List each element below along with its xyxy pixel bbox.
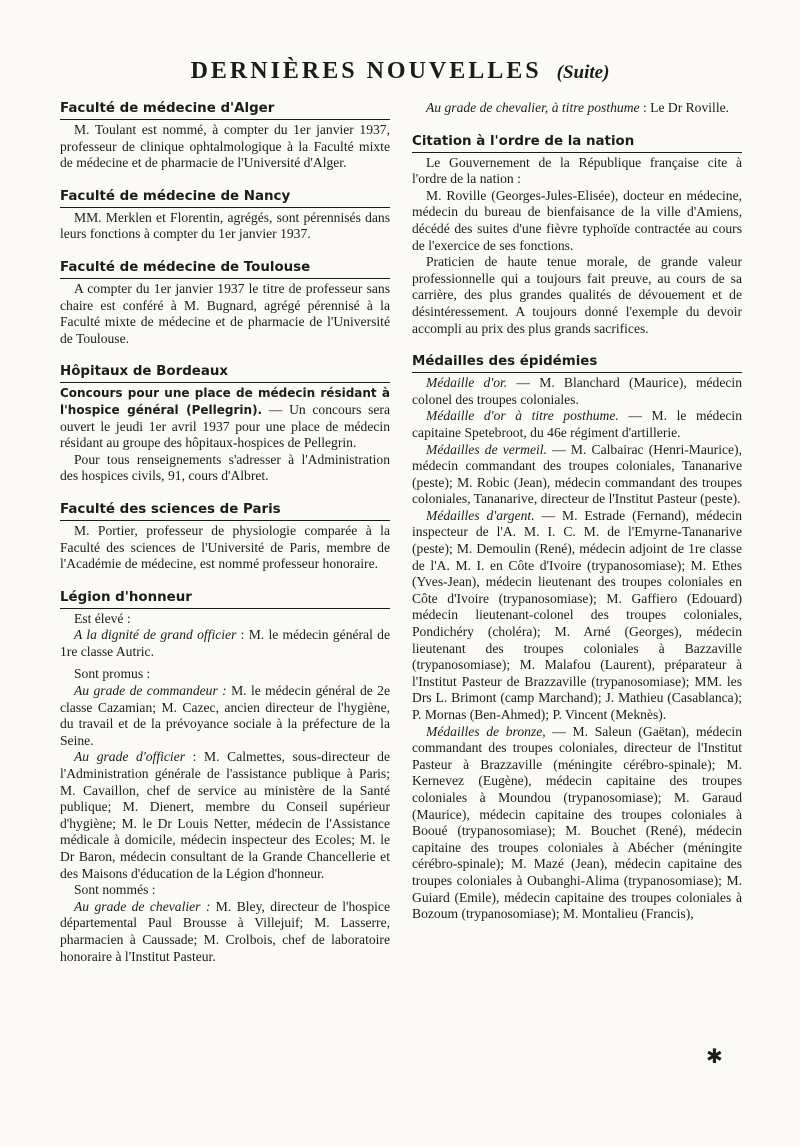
medaille-argent-label: Médailles d'argent. (426, 507, 535, 523)
medaille-or-text: — M. Blanchard (Maurice), médecin colonel des troupes coloniales. (412, 375, 742, 407)
right-column (412, 100, 742, 923)
toulouse-paragraph: A compter du 1er janvier 1937 le titre de professeur sans chaire est conféré à M. Bugnard, agrégé pérennisé à la Faculté mixte de médecine et de pharmacie de l'Université de Toulouse. (60, 280, 390, 346)
bordeaux-paragraph-2: Pour tous renseignements s'adresser à l'Administration des hospices civils, 91, cours d'Albret. (60, 451, 390, 484)
bordeaux-paragraph (60, 385, 390, 451)
section-title-citation: Citation à l'ordre de la nation (412, 133, 742, 153)
medaille-or-label: Médaille d'or. (426, 375, 508, 391)
section-title-medailles: Médailles des épidémies (412, 353, 742, 373)
page-title-suite: (Suite) (556, 62, 610, 83)
grand-officier-label: A la dignité de grand officier (74, 627, 237, 643)
legion-nommes: Sont nommés : (74, 882, 156, 898)
legion-grand-officier (60, 627, 390, 660)
bordeaux-text: — Un concours sera ouvert le jeudi 1er avril 1937 pour une place de médecin résidant au groupe des hôpitaux-hospices de Pellegrin. (60, 401, 390, 451)
alger-paragraph: M. Toulant est nommé, à compter du 1er janvier 1937, professeur de clinique ophtalmologique à la Faculté mixte de médecine et de pharmacie de l'Université d'Alger. (60, 122, 390, 171)
paris-paragraph: M. Portier, professeur de physiologie comparée à la Faculté des sciences de l'Université de Paris, membre de l'Académie de médecine, est nommé professeur honoraire. (60, 522, 390, 572)
chevalier-label: Au grade de chevalier : (74, 898, 211, 914)
medaille-argent (412, 508, 742, 724)
footer-asterisk-icon: ✱ (706, 1044, 723, 1068)
officier-label: Au grade d'officier (74, 749, 186, 765)
medaille-or (412, 375, 742, 408)
section-title-toulouse: Faculté de médecine de Toulouse (60, 259, 390, 279)
medaille-vermeil-label: Médailles de vermeil. (426, 441, 547, 457)
medaille-bronze-label: Médailles de bronze, (426, 723, 546, 739)
grand-officier-text: : M. le médecin général de 1re classe Autric. (60, 627, 390, 659)
medaille-or-posthume-text: — M. le médecin capitaine Spetebroot, du 46e régiment d'artillerie. (412, 408, 742, 440)
left-column (60, 100, 390, 965)
page-title (0, 58, 800, 85)
citation-paragraph-1: Le Gouvernement de la République française cite à l'ordre de la nation : (412, 154, 742, 187)
posthume-text: : Le Dr Roville. (639, 100, 730, 115)
medaille-bronze-text: — M. Saleun (Gaëtan), médecin commandant des troupes coloniales, directeur de l'Institut Pasteur à Brazzaville (méningite cérébro-spinale); M. Kernevez (Eugène), médecin capitaine des troupes coloniales à Moundou (trypanosomiase); M. Garaud (Maurice), médecin capitaine des troupes coloniales à Booué (trypanosomiase); M. Bouchet (René), médecin capitaine des troupes coloniales à Abécher (méningite cérébro-spinale); M. Mazé (Jean), médecin capitaine des troupes coloniales à Oubanghi-Alima (trypanosomiase); M. Guiard (Emile), médecin capitaine des troupes coloniales à Bozoum (trypanosomiase); M. Montalieu (Francis), (412, 723, 742, 922)
section-title-legion: Légion d'honneur (60, 589, 390, 609)
medaille-argent-text: — M. Estrade (Fernand), médecin inspecteur de l'A. M. I. C. M. de l'Emyrne-Tananarive (peste); M. Demoulin (René), médecin adjoint de 1re classe de l'A. M. I. en Côte d'Ivoire (trypanosomiase); M. Ethes (Yves-Jean), médecin lieutenant des troupes coloniales en Côte d'Ivoire (trypanosomiase); M. Gaffiero (Edouard) médecin lieutenant-colonel des troupes coloniales, Pondichéry (choléra); M. Arné (Georges), médecin lieutenant des troupes coloniales à Bazzaville (trypanosomiase); M. Malafou (Laurent), préparateur à l'Institut Pasteur de Brazzaville (trypanosomiase); MM. les Drs L. Brimont (camp Marchand); J. Mathieu (Casablanca); P. Mornas (Ben-Ahmed); P. Vincent (Meknès). (412, 507, 743, 722)
legion-officier (60, 749, 390, 882)
section-title-alger: Faculté de médecine d'Alger (60, 100, 390, 120)
citation-paragraph-3: Praticien de haute tenue morale, de grande valeur professionnelle qui a toujours fait preuve, au cours de sa carrière, des plus grandes qualités de dévouement et de désintéressement. A toujours donné l'exemple du devoir accompli au prix des plus grands sacrifices. (412, 254, 742, 336)
chevalier-text: M. Bley, directeur de l'hospice départemental Paul Brousse à Villejuif; M. Lasserre, pharmacien à Caussade; M. Crolbois, chef de laboratoire honoraire à l'Institut Pasteur. (60, 898, 390, 964)
commandeur-text: M. le médecin général de 2e classe Cazamian; M. Cazec, ancien directeur de l'hygiène, du travail et de la prévoyance sociale à la préfecture de la Seine. (60, 683, 390, 748)
legion-promus: Sont promus : (74, 666, 151, 682)
nancy-paragraph: MM. Merklen et Florentin, agrégés, sont pérennisés dans leurs fonctions à compter du 1er janvier 1937. (60, 209, 390, 242)
page-title-text: DERNIÈRES NOUVELLES (190, 58, 542, 84)
section-title-nancy: Faculté de médecine de Nancy (60, 188, 390, 208)
medaille-vermeil-text: — M. Calbairac (Henri-Maurice), médecin commandant des troupes coloniales, Tananarive (peste); M. Robic (Jean), médecin commandant des troupes coloniales, Tananarive, directeur de l'Institut Pasteur (peste). (412, 441, 742, 507)
posthume-paragraph (412, 100, 742, 117)
medaille-or-posthume (412, 408, 742, 441)
commandeur-label: Au grade de commandeur : (74, 683, 227, 699)
section-title-bordeaux: Hôpitaux de Bordeaux (60, 363, 390, 383)
medaille-bronze (412, 724, 742, 923)
legion-commandeur (60, 683, 390, 749)
bordeaux-lead: Concours pour une place de médecin résidant à l'hospice général (Pellegrin). (60, 386, 390, 417)
section-title-paris: Faculté des sciences de Paris (60, 501, 390, 521)
citation-paragraph-2: M. Roville (Georges-Jules-Elisée), docteur en médecine, médecin du bureau de bienfaisance de la ville d'Amiens, décédé des suites d'une fièvre typhoïde contractée au cours de l'exercice de ses fonctions. (412, 187, 742, 253)
officier-text: : M. Calmettes, sous-directeur de l'Administration générale de l'assistance publique à Paris; M. Cavaillon, chef de service au ministère de la Santé publique; M. Dienert, membre du Conseil supérieur d'hygiène; M. le Dr Louis Netter, médecin de l'Assistance médicale à domicile, médecin inspecteur des Ecoles; M. le Dr Baron, médecin consultant de la Grande Chancellerie et des Maisons d'éducation de la Légion d'honneur. (60, 749, 390, 881)
medaille-or-posthume-label: Médaille d'or à titre posthume. (426, 408, 619, 424)
posthume-label: Au grade de chevalier, à titre posthume (426, 100, 640, 115)
medaille-vermeil (412, 442, 742, 508)
legion-chevalier (60, 899, 390, 965)
legion-eleve: Est élevé : (74, 610, 131, 626)
